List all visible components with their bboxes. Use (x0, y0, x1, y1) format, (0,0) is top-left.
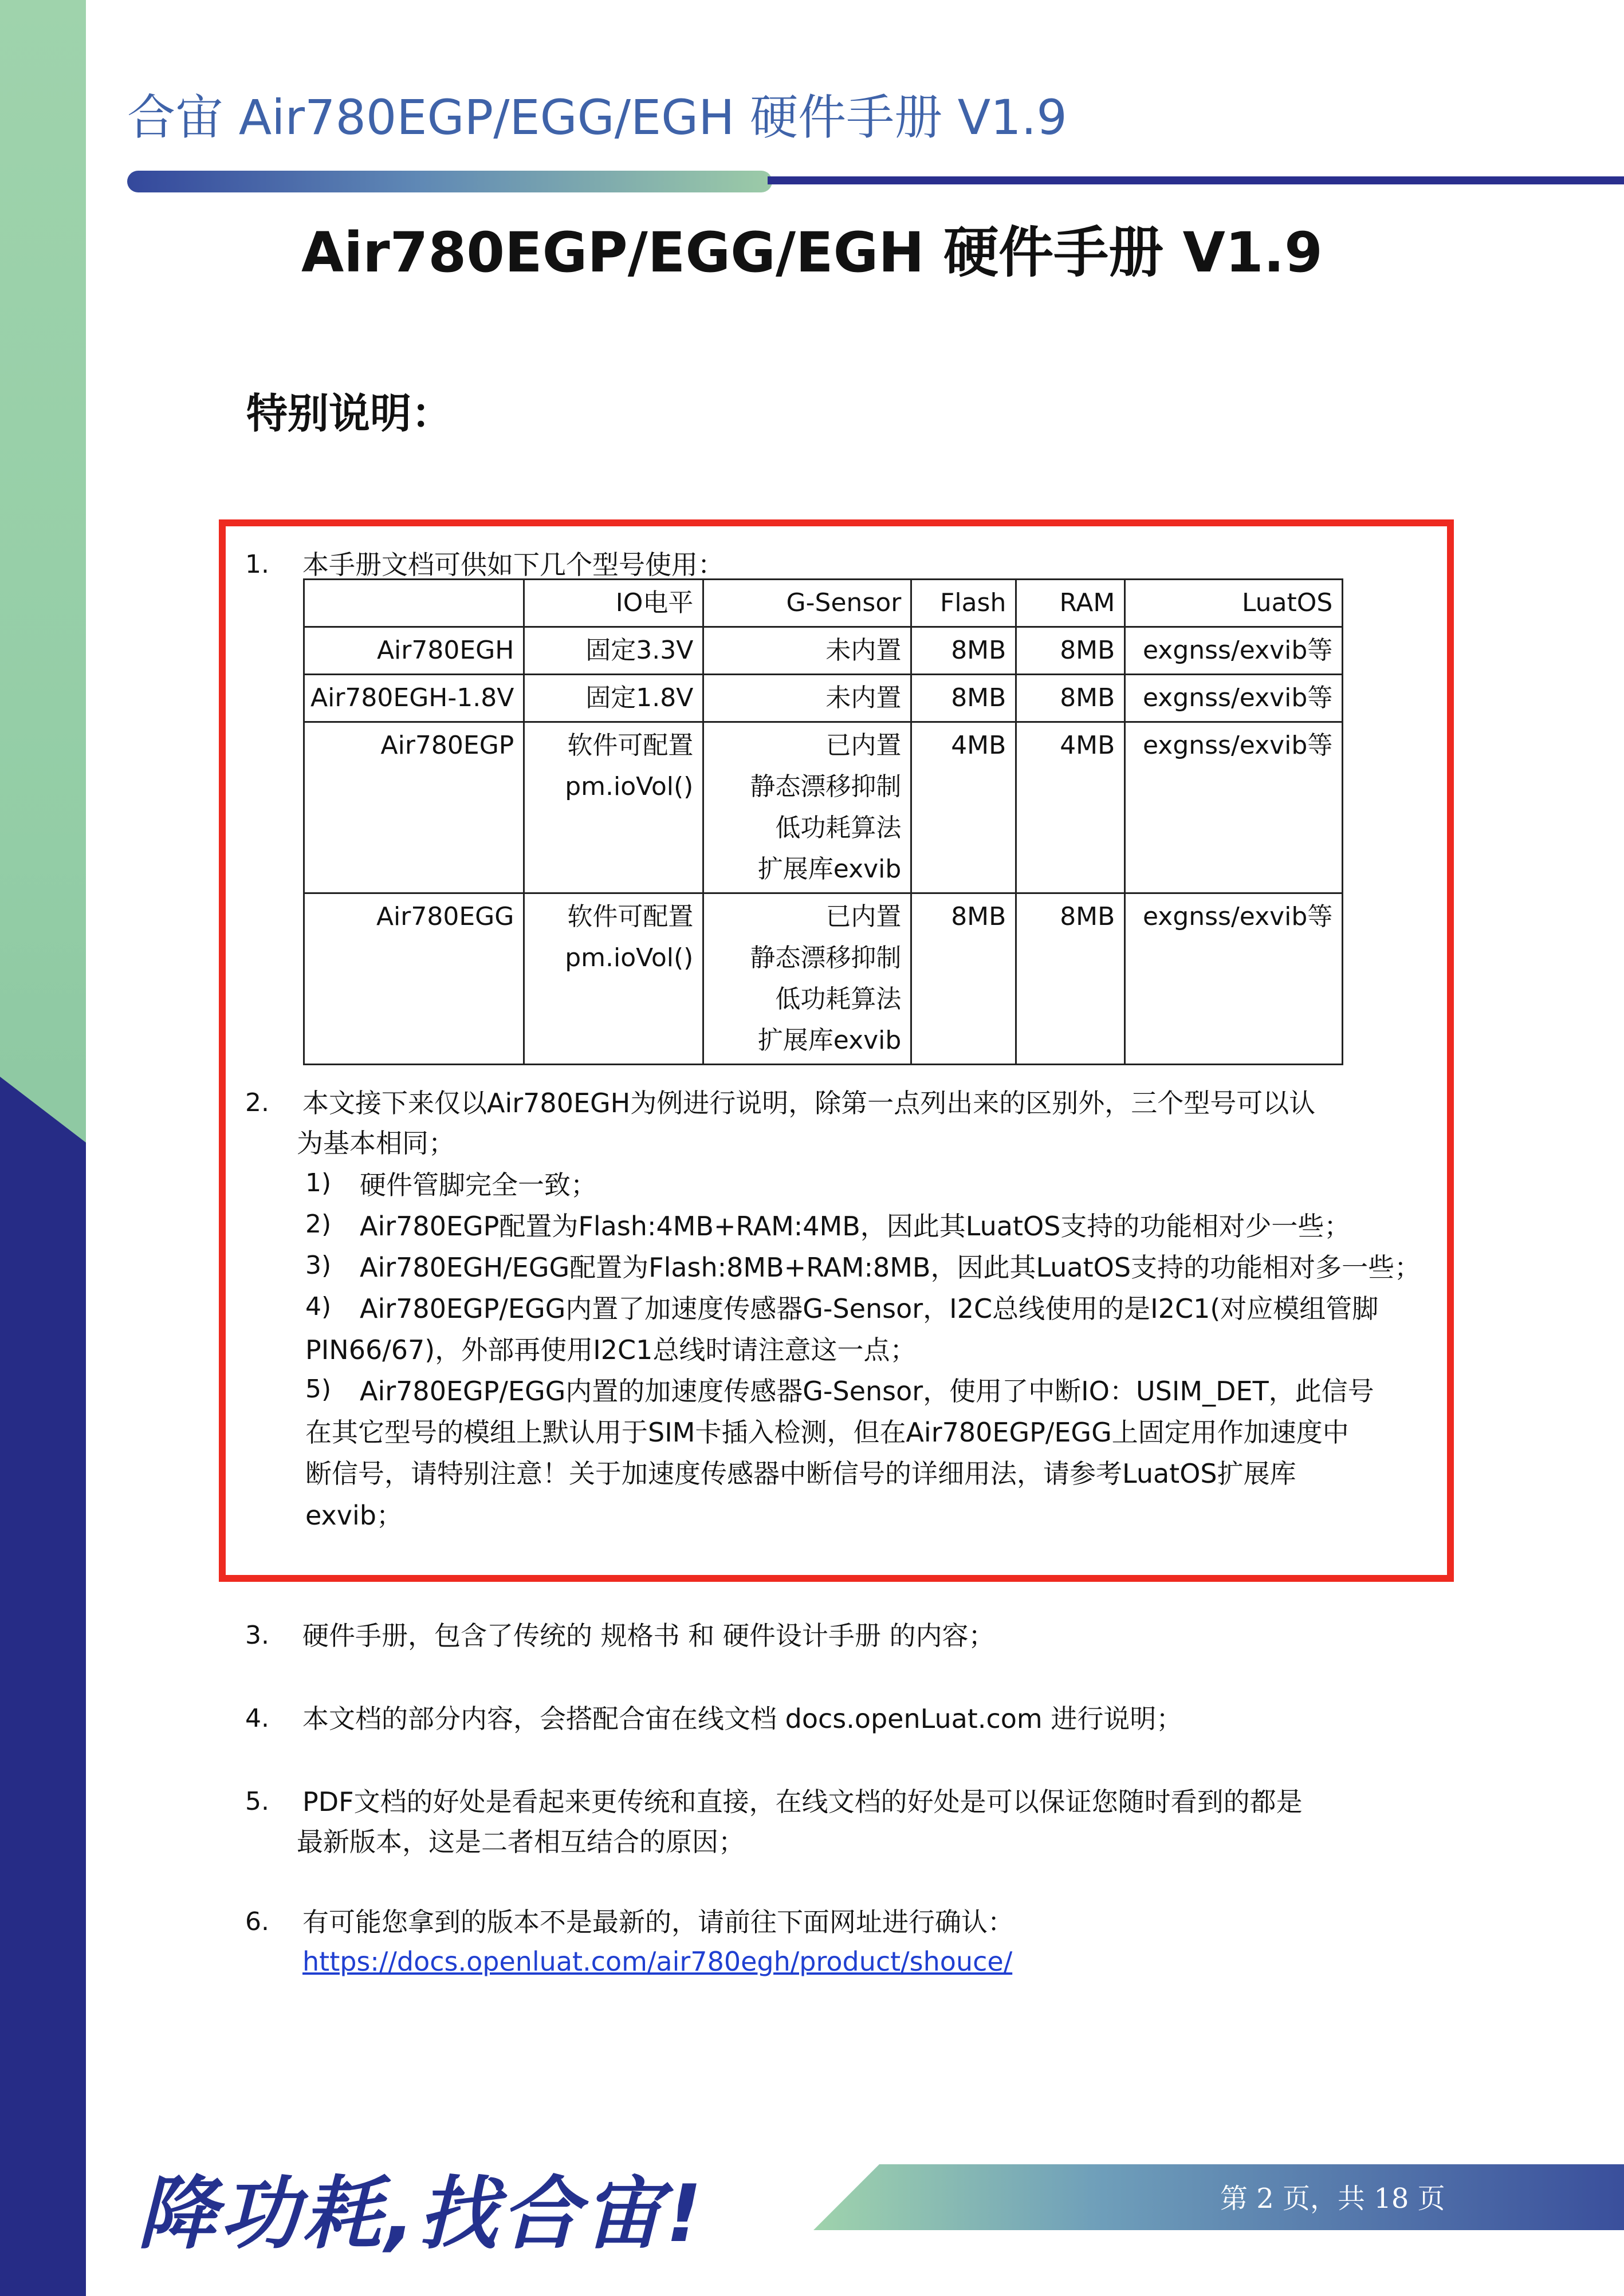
sub-list-text: PIN66/67)，外部再使用I2C1总线时请注意这一点； (305, 1334, 917, 1365)
io-cell: 软件可配置 pm.ioVol() (524, 893, 703, 1065)
manual-url-link[interactable]: https://docs.openluat.com/air780egh/product/shouce/ (302, 1946, 1013, 1977)
sub-list-number: 2) (305, 1210, 332, 1239)
model-cell: Air780EGH-1.8V (304, 675, 524, 722)
list-item-text: 本文档的部分内容，会搭配合宙在线文档 docs.openLuat.com 进行说明； (302, 1703, 1183, 1734)
table-header-row (304, 580, 1343, 627)
sub-list-number: 1) (305, 1168, 332, 1198)
list-item-text: 最新版本，这是二者相互结合的原因； (297, 1826, 745, 1857)
sub-list-number: 4) (305, 1292, 332, 1321)
list-item-text: PDF文档的好处是看起来更传统和直接，在线文档的好处是可以保证您随时看到的都是 (302, 1786, 1303, 1817)
running-header-title: 合宙 Air780EGP/EGG/EGH 硬件手册 V1.9 (127, 89, 1067, 145)
list-number: 3. (245, 1621, 269, 1650)
list-number: 5. (245, 1787, 269, 1816)
list-number: 6. (245, 1907, 269, 1936)
list-number: 2. (245, 1088, 269, 1117)
table-header-cell: RAM (1016, 580, 1125, 627)
luatos-cell: exgnss/exvib等 (1125, 675, 1343, 722)
ram-cell: 8MB (1016, 893, 1125, 1065)
sub-list-text: Air780EGP/EGG内置的加速度传感器G-Sensor，使用了中断IO：USIM_DET，此信号 (360, 1376, 1374, 1407)
sub-list-text: exvib； (305, 1500, 403, 1531)
gsensor-cell: 已内置 静态漂移抑制 低功耗算法 扩展库exvib (703, 722, 911, 893)
table-row (304, 722, 1343, 893)
io-cell: 固定1.8V (524, 675, 703, 722)
luatos-cell: exgnss/exvib等 (1125, 627, 1343, 675)
flash-cell: 8MB (911, 893, 1016, 1065)
table-header-cell: Flash (911, 580, 1016, 627)
list-number: 4. (245, 1704, 269, 1733)
flash-cell: 4MB (911, 722, 1016, 893)
table-header-cell: G-Sensor (703, 580, 911, 627)
list-item-text: 有可能您拿到的版本不是最新的，请前往下面网址进行确认： (302, 1907, 1014, 1937)
ram-cell: 4MB (1016, 722, 1125, 893)
footer-band (813, 2164, 1624, 2230)
sub-list-text: Air780EGH/EGG配置为Flash:8MB+RAM:8MB，因此其LuatOS支持的功能相对多一些； (360, 1252, 1421, 1283)
table-header-cell (304, 580, 524, 627)
sub-list-text: 硬件管脚完全一致； (360, 1169, 597, 1200)
list-item-text: 硬件手册，包含了传统的 规格书 和 硬件设计手册 的内容； (302, 1620, 995, 1651)
footer-slogan: 降功耗,找合宙! (137, 2168, 706, 2260)
ram-cell: 8MB (1016, 675, 1125, 722)
io-cell: 软件可配置 pm.ioVol() (524, 722, 703, 893)
page-number: 第 2 页，共 18 页 (1220, 2183, 1445, 2215)
header-accent-bar (127, 171, 772, 192)
sub-list-number: 5) (305, 1375, 332, 1404)
ram-cell: 8MB (1016, 627, 1125, 675)
header-rule (768, 176, 1624, 184)
luatos-cell: exgnss/exvib等 (1125, 722, 1343, 893)
table-row (304, 893, 1343, 1065)
model-cell: Air780EGH (304, 627, 524, 675)
sub-list-text: 在其它型号的模组上默认用于SIM卡插入检测，但在Air780EGP/EGG上固定用作加速度中 (305, 1417, 1349, 1448)
model-cell: Air780EGG (304, 893, 524, 1065)
flash-cell: 8MB (911, 627, 1016, 675)
list-number: 1. (245, 550, 269, 579)
section-heading: 特别说明： (246, 389, 453, 438)
list-item-text: 本手册文档可供如下几个型号使用： (302, 549, 724, 580)
table-header-cell: IO电平 (524, 580, 703, 627)
model-comparison-table (303, 578, 1343, 1065)
table-row (304, 675, 1343, 722)
gsensor-cell: 未内置 (703, 627, 911, 675)
model-cell: Air780EGP (304, 722, 524, 893)
table-header-cell: LuatOS (1125, 580, 1343, 627)
table-row (304, 627, 1343, 675)
flash-cell: 8MB (911, 675, 1016, 722)
gsensor-cell: 未内置 (703, 675, 911, 722)
luatos-cell: exgnss/exvib等 (1125, 893, 1343, 1065)
io-cell: 固定3.3V (524, 627, 703, 675)
sub-list-text: Air780EGP配置为Flash:4MB+RAM:4MB，因此其LuatOS支持的功能相对少一些； (360, 1211, 1351, 1242)
gsensor-cell: 已内置 静态漂移抑制 低功耗算法 扩展库exvib (703, 893, 911, 1065)
sub-list-text: Air780EGP/EGG内置了加速度传感器G-Sensor，I2C总线使用的是I2C1(对应模组管脚 (360, 1293, 1379, 1324)
document-title: Air780EGP/EGG/EGH 硬件手册 V1.9 (301, 220, 1323, 285)
sub-list-text: 断信号，请特别注意！关于加速度传感器中断信号的详细用法，请参考LuatOS扩展库 (305, 1458, 1296, 1489)
list-item-text: 为基本相同； (297, 1128, 455, 1159)
sub-list-number: 3) (305, 1251, 332, 1280)
list-item-text: 本文接下来仅以Air780EGH为例进行说明，除第一点列出来的区别外，三个型号可以认 (302, 1088, 1316, 1119)
